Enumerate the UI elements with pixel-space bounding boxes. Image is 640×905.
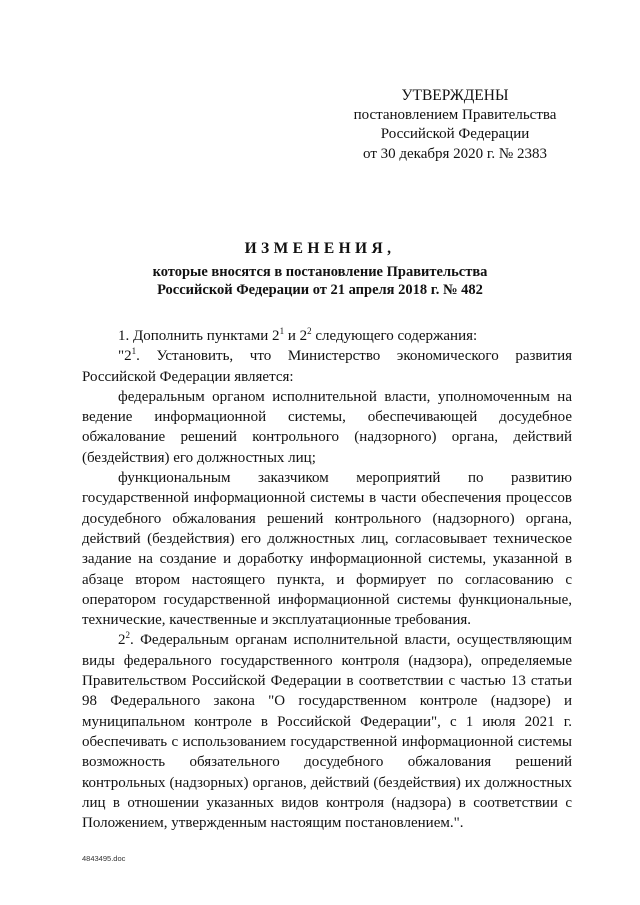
- paragraph-1-text-a: 1. Дополнить пунктами 2: [118, 328, 280, 344]
- approval-line-1: постановлением Правительства: [353, 106, 557, 123]
- file-name-footer: 4843495.doc: [82, 854, 126, 863]
- paragraph-1-text-c: следующего содержания:: [311, 328, 478, 344]
- paragraph-4: функциональным заказчиком мероприятий по развитию государственной информационной системы в части обеспечения процессов досудебного обжалования решений контрольного (надзорного) органа, действий (бездействия) его должностных лиц, согласовывает техническое задание на создание и доработку информационной системы, указанной в абзаце втором настоящего пункта, и формирует по согласованию с оператором государственной информационной системы функциональные, технические, качественные и эксплуатационные требования.: [82, 470, 572, 629]
- paragraph-5-text-a: 2: [118, 632, 126, 649]
- approval-line-2: Российской Федерации: [380, 126, 530, 142]
- paragraph-1: [82, 326, 572, 346]
- paragraph-5: [82, 630, 572, 833]
- paragraph-5-text-b: . Федеральным органам исполнительной власти, осуществляющим виды федерального государственного контроля (надзора), определяемые Правительством Российской Федерации в соответствии с частью 13 статьи 98 Федерального закона "О государственном контроле (надзоре) и муниципальном контроле в Российской Федерации", с 1 июля 2021 г. обеспечивать с использованием государственной информационной системы возможность обязательного досудебного обжалования решений контрольных (надзорных) органов, действий (бездействия) их должностных лиц в отношении указанных видов контроля (надзора) в соответствии с Положением, утвержденным настоящим постановлением.".: [82, 632, 572, 832]
- paragraph-2-text-b: . Установить, что Министерство экономического развития Российской Федерации является:: [82, 348, 572, 385]
- paragraph-1-text-b: и 2: [284, 328, 308, 344]
- paragraph-2: [82, 346, 572, 387]
- paragraph-1-sup-1: 1: [279, 326, 285, 336]
- document-subtitle: [0, 263, 640, 299]
- subtitle-line-1: которые вносятся в постановление Правительства: [152, 264, 488, 280]
- approval-block: [330, 86, 580, 164]
- subtitle-line-2: Российской Федерации от 21 апреля 2018 г. № 482: [157, 282, 483, 298]
- document-title: ИЗМЕНЕНИЯ,: [244, 240, 396, 257]
- paragraph-5-sup: 2: [125, 630, 130, 641]
- paragraph-2-text-a: "2: [118, 348, 132, 365]
- paragraph-3: федеральным органом исполнительной власти, уполномоченным на ведение информационной системы, обеспечивающей досудебное обжалование решений контрольного (надзорного) органа, действий (бездействия) его должностных лиц;: [82, 388, 572, 466]
- approval-line-3: от 30 декабря 2020 г. № 2383: [363, 145, 547, 162]
- paragraph-2-sup: 1: [131, 346, 137, 357]
- approval-heading: УТВЕРЖДЕНЫ: [401, 87, 509, 104]
- paragraph-1-sup-2: 2: [307, 326, 312, 336]
- document-body: [82, 326, 572, 833]
